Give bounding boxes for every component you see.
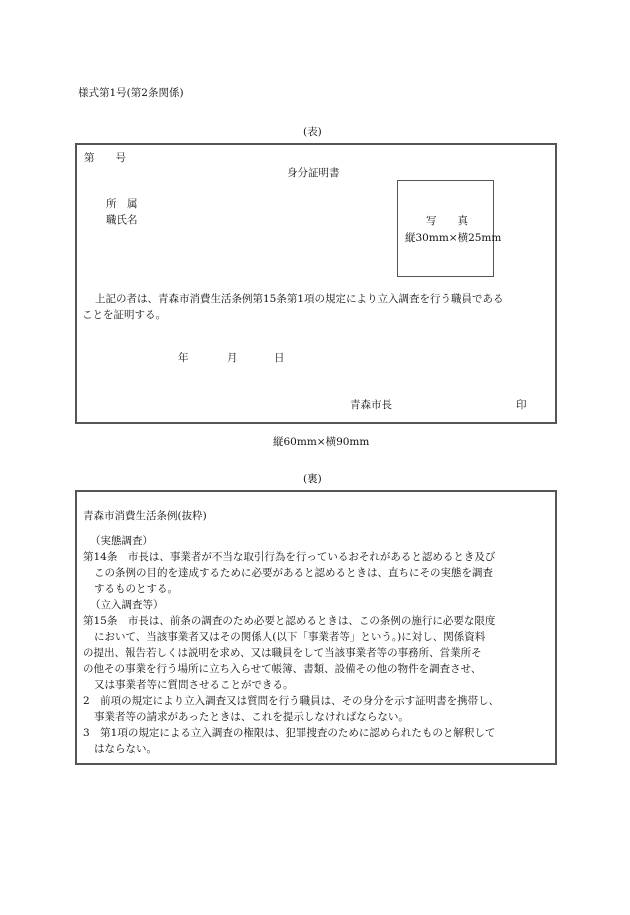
seal-mark: 印: [516, 399, 527, 411]
back-heading: (裏): [303, 473, 322, 485]
article-14-line: するものとする。: [94, 583, 178, 595]
article-15-line: の他その事業を行う場所に立ち入らせて帳簿、書類、設備その他の物件を調査させ、: [83, 663, 482, 675]
article-15-line: 又は事業者等に質問させることができる。: [94, 679, 294, 691]
number-label: 第 号: [84, 152, 126, 164]
date-day: 日: [274, 352, 285, 364]
article-15-line: の提出、報告若しくは説明を求め、又は職員をして当該事業者等の事務所、営業所そ: [83, 647, 482, 659]
front-card: [75, 143, 557, 424]
form-label: 様式第1号(第2条関係): [78, 87, 184, 99]
article-15-line: 第15条 市長は、前条の調査のため必要と認めるときは、この条例の施行に必要な限度: [83, 615, 496, 627]
back-card: [75, 490, 557, 765]
section-heading-survey: （実態調査）: [90, 535, 153, 547]
paragraph-2-line: 2 前項の規定により立入調査又は質問を行う職員は、その身分を示す証明書を携帯し、: [83, 695, 500, 707]
photo-label: 写 真: [426, 215, 468, 227]
date-year: 年: [178, 352, 189, 364]
body-text-line-2: ことを証明する。: [82, 309, 166, 321]
paragraph-3-line: 3 第1項の規定による立入調査の権限は、犯罪捜査のために認められたものと解釈して: [83, 727, 496, 739]
body-text-line-1: 上記の者は、青森市消費生活条例第15条第1項の規定により立入調査を行う職員である: [95, 293, 504, 305]
paragraph-3-line: はならない。: [94, 743, 157, 755]
card-size-note: 縦60mm×横90mm: [273, 436, 370, 448]
date-month: 月: [227, 352, 238, 364]
paragraph-2-line: 事業者等の請求があったときは、これを提示しなければならない。: [94, 711, 409, 723]
section-heading-inspection: （立入調査等）: [90, 599, 164, 611]
photo-box: [397, 180, 502, 277]
back-title: 青森市消費生活条例(抜粋): [83, 510, 207, 522]
name-label: 職氏名: [106, 214, 138, 226]
article-14-line: 第14条 市長は、事業者が不当な取引行為を行っているおそれがあると認めるとき及び: [83, 551, 496, 563]
front-heading: (表): [303, 126, 322, 138]
card-title: 身分証明書: [287, 167, 340, 179]
photo-size: 縦30mm×横25mm: [405, 232, 502, 244]
article-14-line: この条例の目的を達成するために必要があると認めるときは、直ちにその実態を調査: [94, 567, 493, 579]
article-15-line: において、当該事業者又はその関係人(以下「事業者等」という。)に対し、関係資料: [94, 631, 486, 643]
affiliation-label: 所 属: [106, 198, 138, 210]
issuer: 青森市長: [350, 399, 392, 411]
